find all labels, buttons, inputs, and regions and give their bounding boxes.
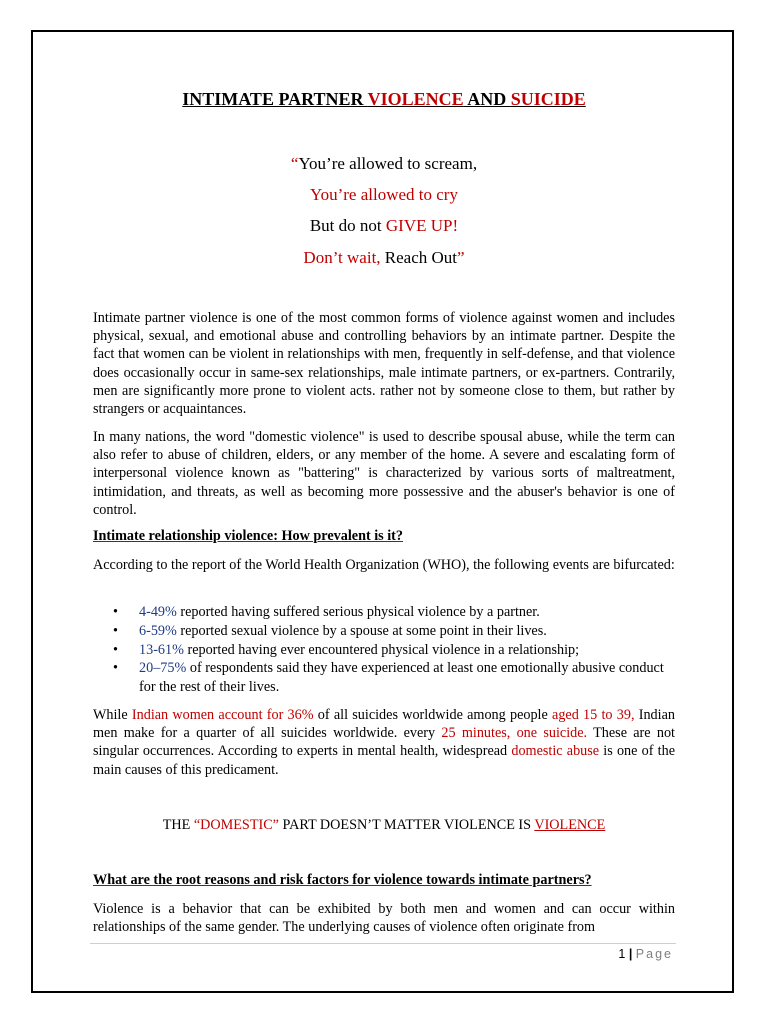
page-footer	[520, 947, 673, 961]
slogan-domestic: “DOMESTIC”	[193, 817, 279, 833]
footer-separator: |	[625, 947, 636, 961]
page-label: Page	[635, 947, 673, 961]
stat-value: 4-49%	[139, 604, 177, 620]
paragraph-intro: Intimate partner violence is one of the most common forms of violence against women and includes physical, sexual, and emotional abuse and controlling behaviors by an intimate partner. Despite the fact that women can be violent in relationships with men, frequently in self-defense, and that violence does occasionally occur in same-sex relationships, male intimate partners, or ex-partners. Contrarily, men are significantly more prone to violent acts. rather not by someone close to them, but rather by strangers or acquaintances.	[93, 310, 675, 418]
stat-text: reported having ever encountered physical violence in a relationship;	[183, 641, 580, 658]
title-violence: VIOLENCE	[367, 89, 464, 109]
bullet-dot: •	[113, 660, 118, 677]
list-item	[113, 641, 675, 660]
quote-text: You’re allowed to scream,	[298, 154, 478, 173]
footer-divider	[90, 943, 676, 944]
heading-root-reasons: What are the root reasons and risk factors for violence towards intimate partners?	[93, 872, 592, 888]
text-run: While	[93, 707, 132, 723]
paragraph-domestic-violence: In many nations, the word "domestic violence" is used to describe spousal abuse, while the term can also refer to abuse of children, elders, or any member of the home. A severe and escalating form of interpersonal violence known as "battering" is characterized by various sorts of maltreatment, intimidation, and threats, as well as becoming more possessive and the abuser's behavior is one of control.	[93, 429, 675, 518]
text-run: Indian men make for a quarter of all suicides worldwide. every	[93, 707, 675, 742]
paragraph-suicide-stats	[93, 706, 675, 779]
stat-text: of respondents said they have experienced at least one emotionally abusive conduct for the rest of their lives.	[139, 660, 664, 696]
title-part: INTIMATE PARTNER	[182, 89, 368, 109]
text-run: PART DOESN’T MATTER VIOLENCE IS	[278, 817, 535, 833]
highlight-25-minutes: 25 minutes, one suicide.	[441, 725, 588, 742]
domestic-violence-slogan	[0, 817, 768, 834]
text-run: These are not singular occurrences. According to experts in mental health, widespread	[93, 725, 675, 760]
statistics-list	[113, 603, 675, 697]
quote-give-up: GIVE UP!	[385, 216, 459, 235]
list-item	[113, 622, 675, 641]
text-run: of all suicides worldwide among people	[313, 707, 553, 723]
bullet-dot: •	[113, 622, 118, 639]
paragraph-causes: Violence is a behavior that can be exhibited by both men and women and can occur within relationships of the same gender. The underlying causes of violence often originate from	[93, 901, 675, 936]
stat-value: 6-59%	[139, 622, 177, 639]
highlight-indian-women: Indian women account for 36%	[131, 707, 314, 723]
quote-line-3	[0, 216, 768, 236]
stat-text: reported sexual violence by a spouse at some point in their lives.	[176, 622, 547, 639]
highlight-age-range: aged 15 to 39,	[552, 707, 635, 723]
document-title	[0, 89, 768, 110]
list-item	[113, 659, 675, 697]
open-quote-mark: “	[290, 154, 299, 173]
bullet-dot: •	[113, 641, 118, 658]
quote-line-1	[0, 154, 768, 174]
stat-value: 13-61%	[139, 641, 184, 658]
close-quote-mark: ”	[457, 248, 465, 267]
text-run: is one of the main causes of this predicament.	[93, 743, 675, 778]
title-part: AND	[463, 89, 511, 109]
quote-line-4	[0, 248, 768, 268]
paragraph-who-report: According to the report of the World Health Organization (WHO), the following events are bifurcated:	[93, 557, 675, 573]
stat-text: reported having suffered serious physical violence by a partner.	[176, 604, 540, 620]
bullet-dot: •	[113, 604, 118, 620]
text-run: THE	[162, 817, 194, 833]
quote-line-2: You’re allowed to cry	[310, 185, 458, 204]
slogan-violence: VIOLENCE	[534, 817, 606, 833]
list-item	[113, 603, 675, 622]
quote-text: But do not	[309, 216, 386, 235]
title-suicide: SUICIDE	[510, 89, 586, 109]
page-number: 1	[618, 947, 626, 961]
stat-value: 20–75%	[139, 660, 187, 677]
quote-text: Reach Out	[384, 248, 458, 267]
quote-dont-wait: Don’t wait,	[303, 248, 385, 267]
heading-prevalence: Intimate relationship violence: How prevalent is it?	[93, 528, 404, 544]
highlight-domestic-abuse: domestic abuse	[511, 743, 600, 760]
